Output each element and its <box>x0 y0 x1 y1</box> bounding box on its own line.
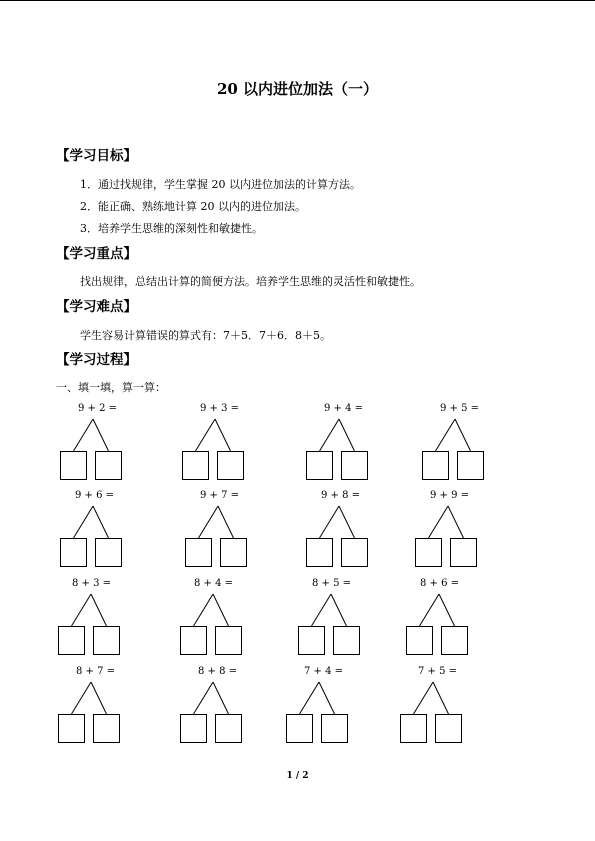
equation-label: 9 + 4 = <box>324 403 364 414</box>
section-heading-key-points: 【学习重点】 <box>56 246 137 262</box>
answer-box-left[interactable] <box>180 626 207 655</box>
equation-label: 7 + 4 = <box>304 666 344 677</box>
answer-box-left[interactable] <box>406 626 433 655</box>
answer-box-left[interactable] <box>185 538 212 567</box>
key-points-text: 找出规律，总结出计算的简便方法。培养学生思维的灵活性和敏捷性。 <box>80 275 421 288</box>
equation-label: 9 + 6 = <box>75 490 115 501</box>
difficulties-text: 学生容易计算错误的算式有：7＋5．7＋6．8＋5。 <box>80 329 331 342</box>
equation-label: 9 + 2 = <box>78 403 118 414</box>
answer-box-left[interactable] <box>306 538 333 567</box>
answer-box-left[interactable] <box>306 451 333 480</box>
answer-box-left[interactable] <box>182 451 209 480</box>
equation-label: 8 + 7 = <box>76 666 116 677</box>
equation-label: 9 + 5 = <box>440 403 480 414</box>
answer-box-right[interactable] <box>321 714 348 743</box>
answer-box-right[interactable] <box>341 451 368 480</box>
answer-box-right[interactable] <box>220 538 247 567</box>
goal-item-2: 2．能正确、熟练地计算 20 以内的进位加法。 <box>80 200 306 213</box>
answer-box-left[interactable] <box>400 714 427 743</box>
answer-box-left[interactable] <box>180 714 207 743</box>
equation-label: 8 + 4 = <box>194 578 234 589</box>
section-heading-difficulties: 【学习难点】 <box>56 299 137 315</box>
answer-box-right[interactable] <box>95 451 122 480</box>
answer-box-left[interactable] <box>58 714 85 743</box>
answer-box-right[interactable] <box>441 626 468 655</box>
answer-box-right[interactable] <box>435 714 462 743</box>
equation-label: 8 + 3 = <box>72 578 112 589</box>
answer-box-right[interactable] <box>341 538 368 567</box>
goal-item-3: 3．培养学生思维的深刻性和敏捷性。 <box>80 222 263 235</box>
equation-label: 8 + 6 = <box>420 578 460 589</box>
answer-box-right[interactable] <box>95 538 122 567</box>
section-heading-goals: 【学习目标】 <box>56 148 137 164</box>
equation-label: 9 + 9 = <box>430 490 470 501</box>
answer-box-left[interactable] <box>60 451 87 480</box>
goal-item-1: 1．通过找规律，学生掌握 20 以内进位加法的计算方法。 <box>80 178 361 191</box>
answer-box-left[interactable] <box>298 626 325 655</box>
answer-box-left[interactable] <box>58 626 85 655</box>
equation-label: 9 + 8 = <box>321 490 361 501</box>
equation-label: 7 + 5 = <box>418 666 458 677</box>
equation-label: 9 + 7 = <box>200 490 240 501</box>
exercise-prompt: 一、填一填，算一算： <box>56 381 166 394</box>
answer-box-right[interactable] <box>333 626 360 655</box>
answer-box-right[interactable] <box>93 714 120 743</box>
page-top-rule <box>0 0 595 1</box>
answer-box-left[interactable] <box>286 714 313 743</box>
equation-label: 8 + 5 = <box>312 578 352 589</box>
equation-label: 8 + 8 = <box>198 666 238 677</box>
answer-box-right[interactable] <box>457 451 484 480</box>
page-number: 1 / 2 <box>286 771 309 781</box>
answer-box-right[interactable] <box>450 538 477 567</box>
answer-box-left[interactable] <box>415 538 442 567</box>
answer-box-right[interactable] <box>215 714 242 743</box>
answer-box-right[interactable] <box>217 451 244 480</box>
answer-box-right[interactable] <box>215 626 242 655</box>
answer-box-left[interactable] <box>60 538 87 567</box>
answer-box-left[interactable] <box>422 451 449 480</box>
answer-box-right[interactable] <box>93 626 120 655</box>
page-title: 20 以内进位加法（一） <box>216 80 379 98</box>
equation-label: 9 + 3 = <box>200 403 240 414</box>
section-heading-process: 【学习过程】 <box>56 352 137 368</box>
